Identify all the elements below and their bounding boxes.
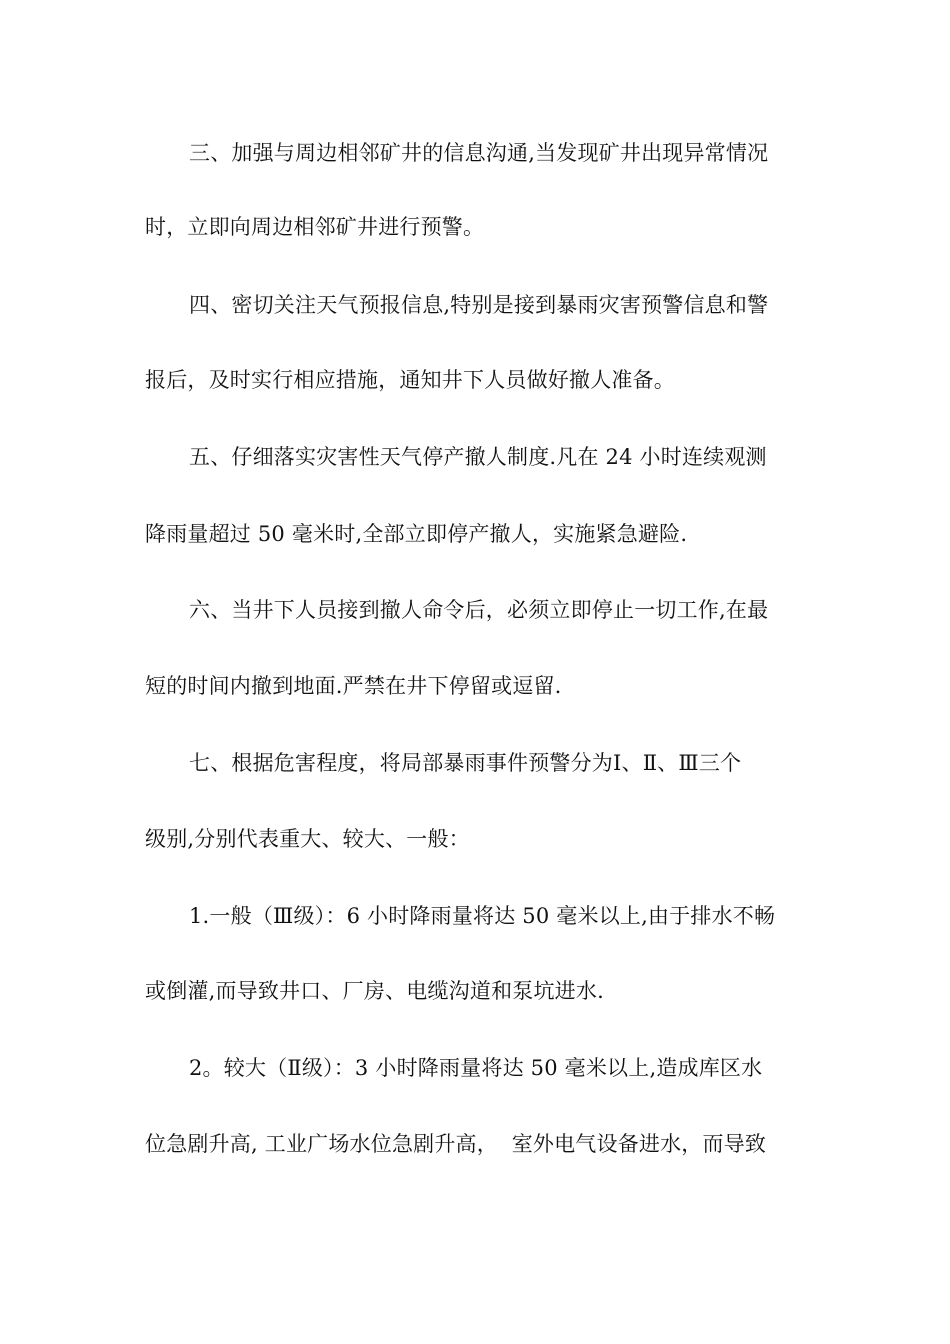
paragraph-4-line-1: 六、当井下人员接到撤人命令后，必须立即停止一切工作,在最 [189,598,769,622]
paragraph-6-line-2: 或倒灌,而导致井口、厂房、电缆沟道和泵坑进水. [145,979,604,1003]
paragraph-5-line-2: 级别,分别代表重大、较大、一般： [145,827,470,851]
paragraph-1-line-2: 时，立即向周边相邻矿井进行预警。 [145,215,485,239]
paragraph-2-line-1: 四、密切关注天气预报信息,特别是接到暴雨灾害预警信息和警 [189,293,769,317]
paragraph-4-line-2: 短的时间内撤到地面.严禁在井下停留或逗留. [145,674,562,698]
paragraph-7-line-2: 位急剧升高, 工业广场水位急剧升高， 室外电气设备进水，而导致 [145,1132,767,1156]
paragraph-3-line-1: 五、仔细落实灾害性天气停产撤人制度.凡在 24 小时连续观测 [189,445,767,469]
paragraph-7-line-1: 2。较大（Ⅱ级）：3 小时降雨量将达 50 毫米以上,造成库区水 [189,1056,763,1080]
paragraph-2-line-2: 报后，及时实行相应措施，通知井下人员做好撤人准备。 [145,368,675,392]
paragraph-5-line-1: 七、根据危害程度，将局部暴雨事件预警分为Ⅰ、Ⅱ、Ⅲ三个 [189,751,742,775]
paragraph-6-line-1: 1.一般（Ⅲ级）：6 小时降雨量将达 50 毫米以上,由于排水不畅 [189,904,776,928]
paragraph-1-line-1: 三、加强与周边相邻矿井的信息沟通,当发现矿井出现异常情况 [189,141,769,165]
paragraph-3-line-2: 降雨量超过 50 毫米时,全部立即停产撤人，实施紧急避险. [145,522,688,546]
